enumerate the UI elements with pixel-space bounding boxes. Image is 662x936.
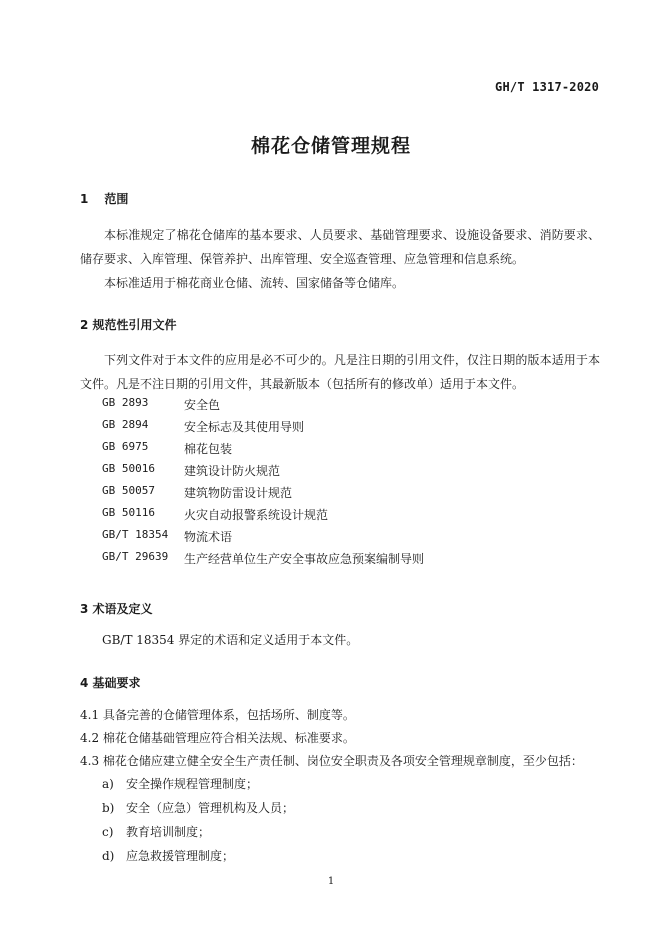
reference-code: GB 50057 — [102, 484, 155, 497]
section-2-para-1: 下列文件对于本文件的应用是必不可少的。凡是注日期的引用文件，仅注日期的版本适用于本文件。凡是不注日期的引用文件，其最新版本（包括所有的修改单）适用于本文件。 — [80, 353, 600, 391]
reference-title: 物流术语 — [184, 530, 233, 544]
reference-code: GB 50116 — [102, 506, 155, 519]
standard-code: GH/T 1317-2020 — [495, 80, 599, 94]
document-title: 棉花仓储管理规程 — [250, 135, 411, 157]
reference-title: 安全色 — [184, 398, 221, 412]
reference-code: GB/T 29639 — [102, 550, 169, 563]
section-3-heading: 3 术语及定义 — [80, 602, 153, 616]
section-2-heading: 2 规范性引用文件 — [80, 318, 177, 332]
reference-title: 棉花包装 — [184, 442, 233, 456]
reference-code: GB 50016 — [102, 462, 155, 475]
reference-code: GB 6975 — [102, 440, 149, 453]
list-item-text: 安全（应急）管理机构及人员； — [126, 801, 295, 815]
section-4-heading: 4 基础要求 — [80, 676, 141, 690]
list-item-text: 教育培训制度； — [126, 825, 211, 839]
section-1-heading — [80, 190, 128, 207]
section-1-number: 1 — [80, 192, 89, 206]
section-4-item-3: 4.3 棉花仓储应建立健全安全生产责任制、岗位安全职责及各项安全管理规章制度，至少包括： — [80, 754, 583, 768]
reference-title: 建筑物防雷设计规范 — [184, 486, 293, 500]
section-1-para-2: 本标准适用于棉花商业仓储、流转、国家储备等仓储库。 — [104, 276, 405, 290]
section-4-item-1: 4.1 具备完善的仓储管理体系，包括场所、制度等。 — [80, 708, 355, 722]
reference-title: 生产经营单位生产安全事故应急预案编制导则 — [184, 552, 425, 566]
reference-title: 安全标志及其使用导则 — [184, 420, 305, 434]
reference-code: GB 2893 — [102, 396, 149, 409]
list-item-text: 安全操作规程管理制度； — [126, 777, 259, 791]
reference-title: 火灾自动报警系统设计规范 — [184, 508, 329, 522]
section-1-para-1: 本标准规定了棉花仓储库的基本要求、人员要求、基础管理要求、设施设备要求、消防要求、储存要求、入库管理、保管养护、出库管理、安全巡查管理、应急管理和信息系统。 — [80, 228, 600, 266]
section-1-title: 范围 — [104, 192, 129, 206]
page-number: 1 — [327, 876, 335, 887]
reference-code: GB/T 18354 — [102, 528, 169, 541]
section-3-para-1: GB/T 18354 界定的术语和定义适用于本文件。 — [102, 633, 359, 647]
list-item-label: c) — [102, 825, 114, 839]
list-item-label: b) — [102, 801, 115, 815]
section-4-item-2: 4.2 棉花仓储基础管理应符合相关法规、标准要求。 — [80, 731, 355, 745]
reference-title: 建筑设计防火规范 — [184, 464, 281, 478]
reference-code: GB 2894 — [102, 418, 149, 431]
list-item-label: d) — [102, 849, 115, 863]
list-item-label: a) — [102, 777, 114, 791]
list-item-text: 应急救援管理制度； — [126, 849, 235, 863]
